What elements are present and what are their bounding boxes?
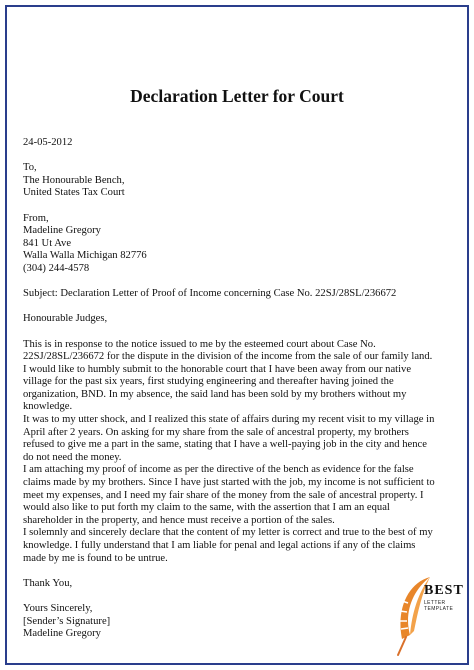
body-line: meet my expenses, and I need my fair share of the money from the sale of ancestral property. I <box>23 489 424 501</box>
brand-logo <box>424 583 474 612</box>
body-line: It was to my utter shock, and I realized this state of affairs during my recent visit to my village in <box>23 414 435 426</box>
body-line: This is in response to the notice issued to me by the esteemed court about Case No. <box>23 338 376 350</box>
body-line: 22SJ/28SL/236672 for the dispute in the division of the income from the sale of our family land. <box>23 351 433 363</box>
recipient-block <box>23 162 459 200</box>
letter-date: 24-05-2012 <box>23 137 73 148</box>
body-paragraphs <box>23 339 459 566</box>
brand-tagline: LETTER TEMPLATE <box>424 600 454 612</box>
signoff-line: Yours Sincerely, <box>23 602 93 614</box>
body-line: do not need the money. <box>23 451 122 463</box>
brand-name: BEST <box>424 583 464 598</box>
body-line: knowledge. <box>23 401 73 413</box>
body-line: made by me is found to be untrue. <box>23 552 168 564</box>
body-line: I am attaching my proof of income as per the directive of the bench as evidence for the false <box>23 464 414 476</box>
sender-line: From, <box>23 212 49 224</box>
body-line: I would like to humbly submit to the honorable court that I have been away from our native <box>23 363 412 375</box>
body-line: would also like to put forth my claim to the same, with the assertion that I am an equal <box>23 502 390 514</box>
sender-block <box>23 213 459 276</box>
body-line: knowledge. I fully understand that I am liable for penal and legal actions if any of the claims <box>23 540 416 551</box>
signature-placeholder: [Sender’s Signature] <box>23 615 111 627</box>
body-line: I solemnly and sincerely declare that the content of my letter is correct and true to the best of my <box>23 527 433 539</box>
body-line: refused to give me a part in the same, stating that I have a well-paying job in the city and hence <box>23 439 427 451</box>
closing: Thank You, <box>23 577 73 589</box>
recipient-line: The Honourable Bench, <box>23 174 125 186</box>
salutation: Honourable Judges, <box>23 313 108 325</box>
sender-line: Madeline Gregory <box>23 225 101 237</box>
body-line: April after 2 years. On asking for my share from the sale of ancestral property, my brothers <box>23 426 409 438</box>
sender-line: (304) 244-4578 <box>23 262 90 274</box>
body-line: organization, BND. In my absence, the said land has been sold by my brothers without my <box>23 388 407 400</box>
body-line: shareholder in the property, and hence must receive a portion of the sales. <box>23 514 335 526</box>
letter-body <box>23 137 459 641</box>
sender-line: Walla Walla Michigan 82776 <box>23 250 147 262</box>
body-line: claims made by my brothers. Since I have just started with the job, my income is not sufficient to <box>23 477 435 489</box>
sender-line: 841 Ut Ave <box>23 237 72 249</box>
signer-name: Madeline Gregory <box>23 628 101 640</box>
subject-line: Subject: Declaration Letter of Proof of Income concerning Case No. 22SJ/28SL/236672 <box>23 288 397 300</box>
body-line: village for the past six years, first studying engineering and thereafter having joined the <box>23 376 394 388</box>
recipient-line: To, <box>23 162 37 174</box>
letter-title: Declaration Letter for Court <box>130 86 344 106</box>
recipient-line: United States Tax Court <box>23 187 125 199</box>
